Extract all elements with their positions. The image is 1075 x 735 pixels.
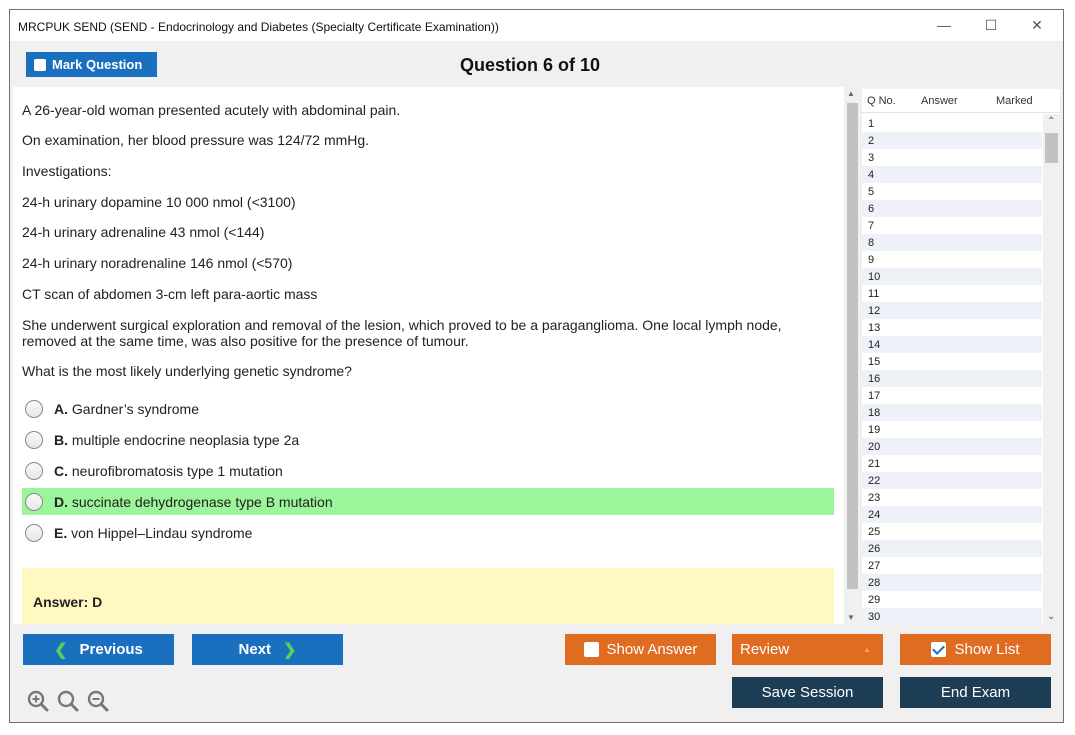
question-number: 18 bbox=[868, 407, 881, 419]
option-c[interactable] bbox=[22, 457, 834, 484]
save-session-button[interactable] bbox=[732, 677, 883, 708]
question-number: 16 bbox=[868, 373, 881, 385]
question-number: 25 bbox=[868, 526, 881, 538]
question-number: 8 bbox=[868, 237, 875, 249]
option-radio[interactable] bbox=[25, 462, 43, 480]
question-list-row[interactable] bbox=[862, 353, 1042, 370]
question-list-row[interactable] bbox=[862, 489, 1042, 506]
option-letter: D. bbox=[54, 493, 68, 510]
review-dropdown[interactable] bbox=[732, 634, 883, 665]
question-number: 5 bbox=[868, 186, 875, 198]
question-list-row[interactable] bbox=[862, 336, 1042, 353]
chevron-down-icon[interactable]: ⌄ bbox=[1047, 611, 1056, 622]
question-list-row[interactable] bbox=[862, 574, 1042, 591]
option-radio[interactable] bbox=[25, 431, 43, 449]
app-window bbox=[9, 9, 1064, 723]
question-list-row[interactable] bbox=[862, 370, 1042, 387]
question-list-row[interactable] bbox=[862, 506, 1042, 523]
question-number: 3 bbox=[868, 152, 875, 164]
question-prompt: What is the most likely underlying genetic syndrome? bbox=[22, 363, 352, 379]
show-list-checkbox[interactable] bbox=[931, 642, 946, 657]
option-letter: E. bbox=[54, 524, 68, 541]
chevron-up-icon[interactable]: ⌃ bbox=[1047, 116, 1056, 127]
option-text: multiple endocrine neoplasia type 2a bbox=[71, 431, 300, 448]
review-label: Review bbox=[740, 641, 790, 658]
option-radio[interactable] bbox=[25, 400, 43, 418]
question-list-row[interactable] bbox=[862, 200, 1042, 217]
option-text: von Hippel–Lindau syndrome bbox=[71, 524, 253, 541]
mark-question-label: Mark Question bbox=[52, 57, 143, 72]
question-panel bbox=[13, 87, 844, 624]
question-number: 7 bbox=[868, 220, 875, 232]
qno-column-header: Q No. bbox=[867, 95, 896, 107]
question-number: 26 bbox=[868, 543, 881, 555]
previous-label: Previous bbox=[79, 641, 143, 658]
list-scroll-thumb[interactable] bbox=[1045, 133, 1058, 163]
question-list-row[interactable] bbox=[862, 404, 1042, 421]
question-list-row[interactable] bbox=[862, 183, 1042, 200]
answer-column-header: Answer bbox=[921, 95, 958, 107]
mark-question-button[interactable] bbox=[26, 52, 157, 77]
question-list-row[interactable] bbox=[862, 319, 1042, 336]
end-exam-label: End Exam bbox=[940, 684, 1011, 701]
option-letter: B. bbox=[54, 431, 68, 448]
previous-button[interactable] bbox=[23, 634, 174, 665]
question-stem-line: 24-h urinary adrenaline 43 nmol (<144) bbox=[22, 224, 265, 240]
question-list-row[interactable] bbox=[862, 557, 1042, 574]
save-session-label: Save Session bbox=[761, 684, 854, 701]
zoom-out-icon[interactable] bbox=[86, 689, 110, 713]
question-list-row[interactable] bbox=[862, 302, 1042, 319]
show-answer-label: Show Answer bbox=[606, 641, 698, 658]
question-number: 22 bbox=[868, 475, 881, 487]
question-number: 4 bbox=[868, 169, 875, 181]
option-text: Gardner’s syndrome bbox=[71, 400, 199, 417]
mark-question-checkbox[interactable] bbox=[34, 59, 46, 71]
question-number: 15 bbox=[868, 356, 881, 368]
dropdown-arrow-icon: ▲ bbox=[863, 645, 871, 654]
question-list-row[interactable] bbox=[862, 251, 1042, 268]
question-list-row[interactable] bbox=[862, 132, 1042, 149]
question-scrollbar[interactable] bbox=[844, 87, 860, 624]
question-list-row[interactable] bbox=[862, 540, 1042, 557]
question-number: 17 bbox=[868, 390, 881, 402]
question-list-row[interactable] bbox=[862, 115, 1042, 132]
question-list-row[interactable] bbox=[862, 455, 1042, 472]
list-scrollbar[interactable] bbox=[1043, 114, 1060, 624]
question-stem-line: A 26-year-old woman presented acutely with abdominal pain. bbox=[22, 102, 401, 118]
question-number: 20 bbox=[868, 441, 881, 453]
question-number: 13 bbox=[868, 322, 881, 334]
question-list-row[interactable] bbox=[862, 217, 1042, 234]
marked-column-header: Marked bbox=[996, 95, 1033, 107]
close-button[interactable]: ✕ bbox=[1031, 17, 1043, 33]
question-list bbox=[862, 89, 1060, 624]
chevron-left-icon: ❮ bbox=[54, 641, 68, 659]
question-number: 19 bbox=[868, 424, 881, 436]
question-number: 1 bbox=[868, 118, 875, 130]
question-list-row[interactable] bbox=[862, 438, 1042, 455]
question-counter: Question 6 of 10 bbox=[459, 55, 601, 75]
question-list-header bbox=[862, 89, 1060, 113]
option-letter: A. bbox=[54, 400, 68, 417]
question-list-row[interactable] bbox=[862, 149, 1042, 166]
option-e[interactable] bbox=[22, 519, 834, 546]
question-list-row[interactable] bbox=[862, 591, 1042, 608]
question-stem-line: She underwent surgical exploration and removal of the lesion, which proved to be a paraganglioma. One local lymph node, removed at the same time, was also positive for the presence of tumour. bbox=[22, 317, 782, 349]
question-list-row[interactable] bbox=[862, 234, 1042, 251]
maximize-button[interactable]: ☐ bbox=[984, 17, 998, 33]
option-text: neurofibromatosis type 1 mutation bbox=[71, 462, 283, 479]
option-b[interactable] bbox=[22, 426, 834, 453]
question-stem-line: CT scan of abdomen 3-cm left para-aortic mass bbox=[22, 286, 318, 302]
question-number: 24 bbox=[868, 509, 881, 521]
question-stem-line: Investigations: bbox=[22, 163, 112, 179]
answer-text: Answer: D bbox=[33, 594, 103, 610]
question-list-row[interactable] bbox=[862, 421, 1042, 438]
question-number: 30 bbox=[868, 611, 881, 623]
option-radio[interactable] bbox=[25, 493, 43, 511]
question-number: 11 bbox=[868, 288, 880, 300]
show-answer-button[interactable] bbox=[565, 634, 716, 665]
question-list-row[interactable] bbox=[862, 387, 1042, 404]
show-list-label: Show List bbox=[954, 641, 1020, 658]
question-list-row[interactable] bbox=[862, 285, 1042, 302]
option-radio[interactable] bbox=[25, 524, 43, 542]
question-number: 12 bbox=[868, 305, 881, 317]
question-list-row[interactable] bbox=[862, 608, 1042, 625]
answer-box bbox=[22, 568, 834, 624]
option-a[interactable] bbox=[22, 395, 834, 422]
end-exam-button[interactable] bbox=[900, 677, 1051, 708]
question-list-row[interactable] bbox=[862, 166, 1042, 183]
show-list-button[interactable] bbox=[900, 634, 1051, 665]
question-number: 29 bbox=[868, 594, 881, 606]
minimize-button[interactable]: — bbox=[937, 17, 951, 33]
title-bar bbox=[10, 10, 1063, 41]
question-list-row[interactable] bbox=[862, 268, 1042, 285]
chevron-right-icon: ❯ bbox=[283, 641, 297, 659]
next-button[interactable] bbox=[192, 634, 343, 665]
question-number: 10 bbox=[868, 271, 881, 283]
question-number: 2 bbox=[868, 135, 875, 147]
question-stem-line: On examination, her blood pressure was 124/72 mmHg. bbox=[22, 132, 370, 148]
scroll-thumb[interactable] bbox=[847, 103, 858, 589]
show-answer-checkbox[interactable] bbox=[584, 642, 599, 657]
scroll-up-icon[interactable]: ▲ bbox=[847, 89, 855, 98]
question-number: 27 bbox=[868, 560, 881, 572]
question-number: 9 bbox=[868, 254, 875, 266]
question-number: 21 bbox=[868, 458, 881, 470]
option-d[interactable] bbox=[22, 488, 834, 515]
next-label: Next bbox=[238, 641, 272, 658]
question-number: 28 bbox=[868, 577, 881, 589]
option-letter: C. bbox=[54, 462, 68, 479]
question-list-row[interactable] bbox=[862, 523, 1042, 540]
question-number: 23 bbox=[868, 492, 881, 504]
window-title: MRCPUK SEND (SEND - Endocrinology and Diabetes (Specialty Certificate Examination)) bbox=[18, 20, 499, 34]
question-stem-line: 24-h urinary noradrenaline 146 nmol (<570) bbox=[22, 255, 293, 271]
scroll-down-icon[interactable]: ▼ bbox=[847, 613, 855, 622]
option-text: succinate dehydrogenase type B mutation bbox=[71, 493, 333, 510]
question-list-row[interactable] bbox=[862, 472, 1042, 489]
zoom-in-icon[interactable] bbox=[26, 689, 50, 713]
zoom-reset-icon[interactable] bbox=[56, 689, 80, 713]
question-stem-line: 24-h urinary dopamine 10 000 nmol (<3100) bbox=[22, 194, 296, 210]
question-number: 14 bbox=[868, 339, 881, 351]
question-number: 6 bbox=[868, 203, 875, 215]
